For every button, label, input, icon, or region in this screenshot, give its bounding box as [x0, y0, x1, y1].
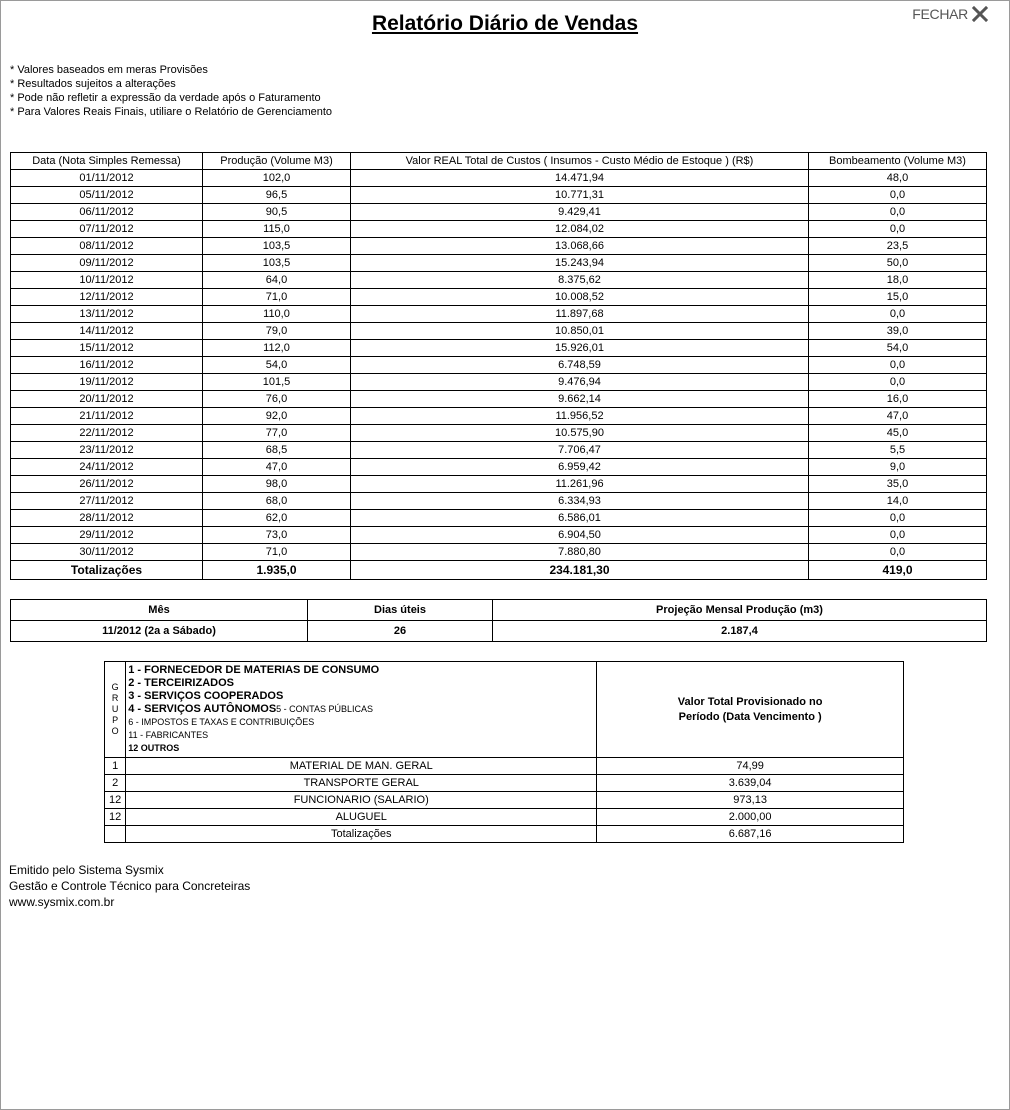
totals-cost: 234.181,30: [351, 561, 809, 580]
table-row: [11, 289, 987, 306]
pumping-cell: 0,0: [809, 357, 987, 374]
group-provision-table: [104, 661, 904, 843]
category-item: 6 - IMPOSTOS E TAXAS E CONTRIBUIÇÕES: [128, 717, 315, 727]
production-cell: 64,0: [203, 272, 351, 289]
cost-cell: 9.476,94: [351, 374, 809, 391]
pumping-cell: 5,5: [809, 442, 987, 459]
date-cell: 13/11/2012: [11, 306, 203, 323]
production-cell: 68,0: [203, 493, 351, 510]
group-table-body: [105, 758, 904, 826]
cost-cell: 8.375,62: [351, 272, 809, 289]
pumping-cell: 0,0: [809, 374, 987, 391]
footer-line: Gestão e Controle Técnico para Concreteiras: [9, 879, 251, 893]
totals-pumping: 419,0: [809, 561, 987, 580]
note-item: * Resultados sujeitos a alterações: [10, 77, 332, 91]
table-row: [105, 809, 904, 826]
pumping-cell: 50,0: [809, 255, 987, 272]
production-cell: 92,0: [203, 408, 351, 425]
date-cell: 16/11/2012: [11, 357, 203, 374]
table-row: [105, 758, 904, 775]
date-cell: 23/11/2012: [11, 442, 203, 459]
date-cell: 08/11/2012: [11, 238, 203, 255]
pumping-cell: 45,0: [809, 425, 987, 442]
pumping-cell: 16,0: [809, 391, 987, 408]
date-cell: 20/11/2012: [11, 391, 203, 408]
date-cell: 07/11/2012: [11, 221, 203, 238]
production-cell: 90,5: [203, 204, 351, 221]
cost-cell: 11.897,68: [351, 306, 809, 323]
description-cell: ALUGUEL: [126, 809, 597, 826]
group-cell: 12: [105, 792, 126, 809]
cost-cell: 11.261,96: [351, 476, 809, 493]
production-cell: 71,0: [203, 289, 351, 306]
cost-cell: 12.084,02: [351, 221, 809, 238]
pumping-cell: 0,0: [809, 527, 987, 544]
cost-cell: 15.243,94: [351, 255, 809, 272]
totals-row: [105, 826, 904, 843]
totals-label: Totalizações: [126, 826, 597, 843]
date-cell: 09/11/2012: [11, 255, 203, 272]
table-header-row: [105, 662, 904, 758]
pumping-cell: 0,0: [809, 187, 987, 204]
description-cell: TRANSPORTE GERAL: [126, 775, 597, 792]
column-header-date: Data (Nota Simples Remessa): [11, 153, 203, 170]
pumping-cell: 23,5: [809, 238, 987, 255]
date-cell: 24/11/2012: [11, 459, 203, 476]
pumping-cell: 0,0: [809, 221, 987, 238]
date-cell: 21/11/2012: [11, 408, 203, 425]
note-item: * Para Valores Reais Finais, utiliare o Relatório de Gerenciamento: [10, 105, 332, 119]
pumping-cell: 47,0: [809, 408, 987, 425]
cost-cell: 9.429,41: [351, 204, 809, 221]
cost-cell: 11.956,52: [351, 408, 809, 425]
production-cell: 115,0: [203, 221, 351, 238]
date-cell: 30/11/2012: [11, 544, 203, 561]
category-item: 2 - TERCEIRIZADOS: [128, 677, 234, 689]
cost-cell: 6.334,93: [351, 493, 809, 510]
table-row: [11, 340, 987, 357]
cost-cell: 10.575,90: [351, 425, 809, 442]
category-legend: [126, 662, 597, 758]
note-item: * Pode não refletir a expressão da verdade após o Faturamento: [10, 91, 332, 105]
cost-cell: 10.008,52: [351, 289, 809, 306]
category-item: 11 - FABRICANTES: [128, 730, 209, 740]
column-header-month: Mês: [11, 600, 308, 621]
cost-cell: 9.662,14: [351, 391, 809, 408]
table-row: [11, 459, 987, 476]
column-header-workdays: Dias úteis: [308, 600, 493, 621]
table-row: [11, 408, 987, 425]
note-item: * Valores baseados em meras Provisões: [10, 63, 332, 77]
table-row: [11, 187, 987, 204]
production-cell: 47,0: [203, 459, 351, 476]
table-row: [11, 272, 987, 289]
cost-cell: 6.959,42: [351, 459, 809, 476]
close-label: FECHAR: [912, 6, 968, 22]
grupo-letter: R: [111, 693, 119, 703]
table-row: [11, 442, 987, 459]
pumping-cell: 39,0: [809, 323, 987, 340]
value-cell: 2.000,00: [597, 809, 904, 826]
category-item: 3 - SERVIÇOS COOPERADOS: [128, 690, 284, 702]
cost-cell: 6.904,50: [351, 527, 809, 544]
disclaimer-notes: [10, 63, 332, 119]
totals-group: [105, 826, 126, 843]
production-cell: 103,5: [203, 255, 351, 272]
table-header-row: [11, 153, 987, 170]
date-cell: 01/11/2012: [11, 170, 203, 187]
table-row: [11, 510, 987, 527]
value-cell: 973,13: [597, 792, 904, 809]
grupo-vertical-label: [105, 662, 126, 758]
cost-cell: 7.706,47: [351, 442, 809, 459]
description-cell: FUNCIONARIO (SALARIO): [126, 792, 597, 809]
table-row: [105, 775, 904, 792]
production-cell: 68,5: [203, 442, 351, 459]
pumping-cell: 14,0: [809, 493, 987, 510]
monthly-projection-table: [10, 599, 987, 642]
table-row: [11, 357, 987, 374]
production-cell: 98,0: [203, 476, 351, 493]
cost-cell: 7.880,80: [351, 544, 809, 561]
table-row: [11, 204, 987, 221]
pumping-cell: 0,0: [809, 204, 987, 221]
table-row: [11, 493, 987, 510]
date-cell: 12/11/2012: [11, 289, 203, 306]
pumping-cell: 54,0: [809, 340, 987, 357]
footer-link[interactable]: www.sysmix.com.br: [9, 895, 115, 909]
production-cell: 62,0: [203, 510, 351, 527]
cost-cell: 13.068,66: [351, 238, 809, 255]
projection-value: 2.187,4: [493, 621, 987, 642]
grupo-letter: P: [112, 715, 119, 725]
date-cell: 26/11/2012: [11, 476, 203, 493]
cost-cell: 6.748,59: [351, 357, 809, 374]
table-row: [11, 544, 987, 561]
production-cell: 76,0: [203, 391, 351, 408]
month-value: 11/2012 (2a a Sábado): [11, 621, 308, 642]
pumping-cell: 48,0: [809, 170, 987, 187]
production-cell: 112,0: [203, 340, 351, 357]
category-item: 12 OUTROS: [128, 743, 180, 753]
production-cell: 54,0: [203, 357, 351, 374]
production-cell: 110,0: [203, 306, 351, 323]
table-row: [105, 792, 904, 809]
header-line: Valor Total Provisionado no: [677, 695, 823, 708]
totals-value: 6.687,16: [597, 826, 904, 843]
date-cell: 06/11/2012: [11, 204, 203, 221]
pumping-cell: 9,0: [809, 459, 987, 476]
totals-row: [11, 561, 987, 580]
description-cell: MATERIAL DE MAN. GERAL: [126, 758, 597, 775]
table-row: [11, 255, 987, 272]
date-cell: 19/11/2012: [11, 374, 203, 391]
cost-cell: 10.850,01: [351, 323, 809, 340]
close-icon: [972, 6, 988, 22]
table-row: [11, 306, 987, 323]
grupo-letter: U: [111, 704, 119, 714]
group-cell: 1: [105, 758, 126, 775]
production-cell: 73,0: [203, 527, 351, 544]
production-cell: 101,5: [203, 374, 351, 391]
column-header-provisioned-value: [597, 662, 904, 758]
header-line: Período (Data Vencimento ): [678, 710, 822, 723]
production-cell: 79,0: [203, 323, 351, 340]
production-cell: 71,0: [203, 544, 351, 561]
column-header-cost: Valor REAL Total de Custos ( Insumos - Custo Médio de Estoque ) (R$): [351, 153, 809, 170]
table-header-row: [11, 600, 987, 621]
totals-production: 1.935,0: [203, 561, 351, 580]
table-row: [11, 527, 987, 544]
daily-table-body: [11, 170, 987, 561]
pumping-cell: 0,0: [809, 306, 987, 323]
cost-cell: 15.926,01: [351, 340, 809, 357]
close-button[interactable]: [912, 4, 988, 24]
date-cell: 27/11/2012: [11, 493, 203, 510]
production-cell: 102,0: [203, 170, 351, 187]
production-cell: 96,5: [203, 187, 351, 204]
page-title: Relatório Diário de Vendas: [371, 12, 639, 35]
table-row: [11, 170, 987, 187]
totals-label: Totalizações: [11, 561, 203, 580]
table-row: [11, 425, 987, 442]
table-row: [11, 238, 987, 255]
group-cell: 12: [105, 809, 126, 826]
grupo-letter: G: [111, 682, 119, 692]
pumping-cell: 0,0: [809, 510, 987, 527]
column-header-projection: Projeção Mensal Produção (m3): [493, 600, 987, 621]
category-item: 4 - SERVIÇOS AUTÔNOMOS: [128, 703, 277, 715]
footer-line: Emitido pelo Sistema Sysmix: [9, 863, 164, 877]
value-cell: 3.639,04: [597, 775, 904, 792]
footer: [9, 862, 250, 910]
date-cell: 29/11/2012: [11, 527, 203, 544]
table-row: [11, 621, 987, 642]
pumping-cell: 15,0: [809, 289, 987, 306]
category-item: 1 - FORNECEDOR DE MATERIAS DE CONSUMO: [128, 664, 380, 676]
cost-cell: 6.586,01: [351, 510, 809, 527]
production-cell: 103,5: [203, 238, 351, 255]
date-cell: 10/11/2012: [11, 272, 203, 289]
production-cell: 77,0: [203, 425, 351, 442]
pumping-cell: 18,0: [809, 272, 987, 289]
date-cell: 14/11/2012: [11, 323, 203, 340]
column-header-production: Produção (Volume M3): [203, 153, 351, 170]
value-cell: 74,99: [597, 758, 904, 775]
daily-sales-table: [10, 152, 987, 580]
grupo-letter: O: [111, 726, 119, 736]
table-row: [11, 221, 987, 238]
group-cell: 2: [105, 775, 126, 792]
category-item: 5 - CONTAS PÚBLICAS: [276, 704, 374, 714]
table-row: [11, 391, 987, 408]
date-cell: 15/11/2012: [11, 340, 203, 357]
date-cell: 28/11/2012: [11, 510, 203, 527]
cost-cell: 10.771,31: [351, 187, 809, 204]
table-row: [11, 374, 987, 391]
cost-cell: 14.471,94: [351, 170, 809, 187]
column-header-pumping: Bombeamento (Volume M3): [809, 153, 987, 170]
table-row: [11, 476, 987, 493]
pumping-cell: 0,0: [809, 544, 987, 561]
date-cell: 22/11/2012: [11, 425, 203, 442]
workdays-value: 26: [308, 621, 493, 642]
table-row: [11, 323, 987, 340]
date-cell: 05/11/2012: [11, 187, 203, 204]
pumping-cell: 35,0: [809, 476, 987, 493]
